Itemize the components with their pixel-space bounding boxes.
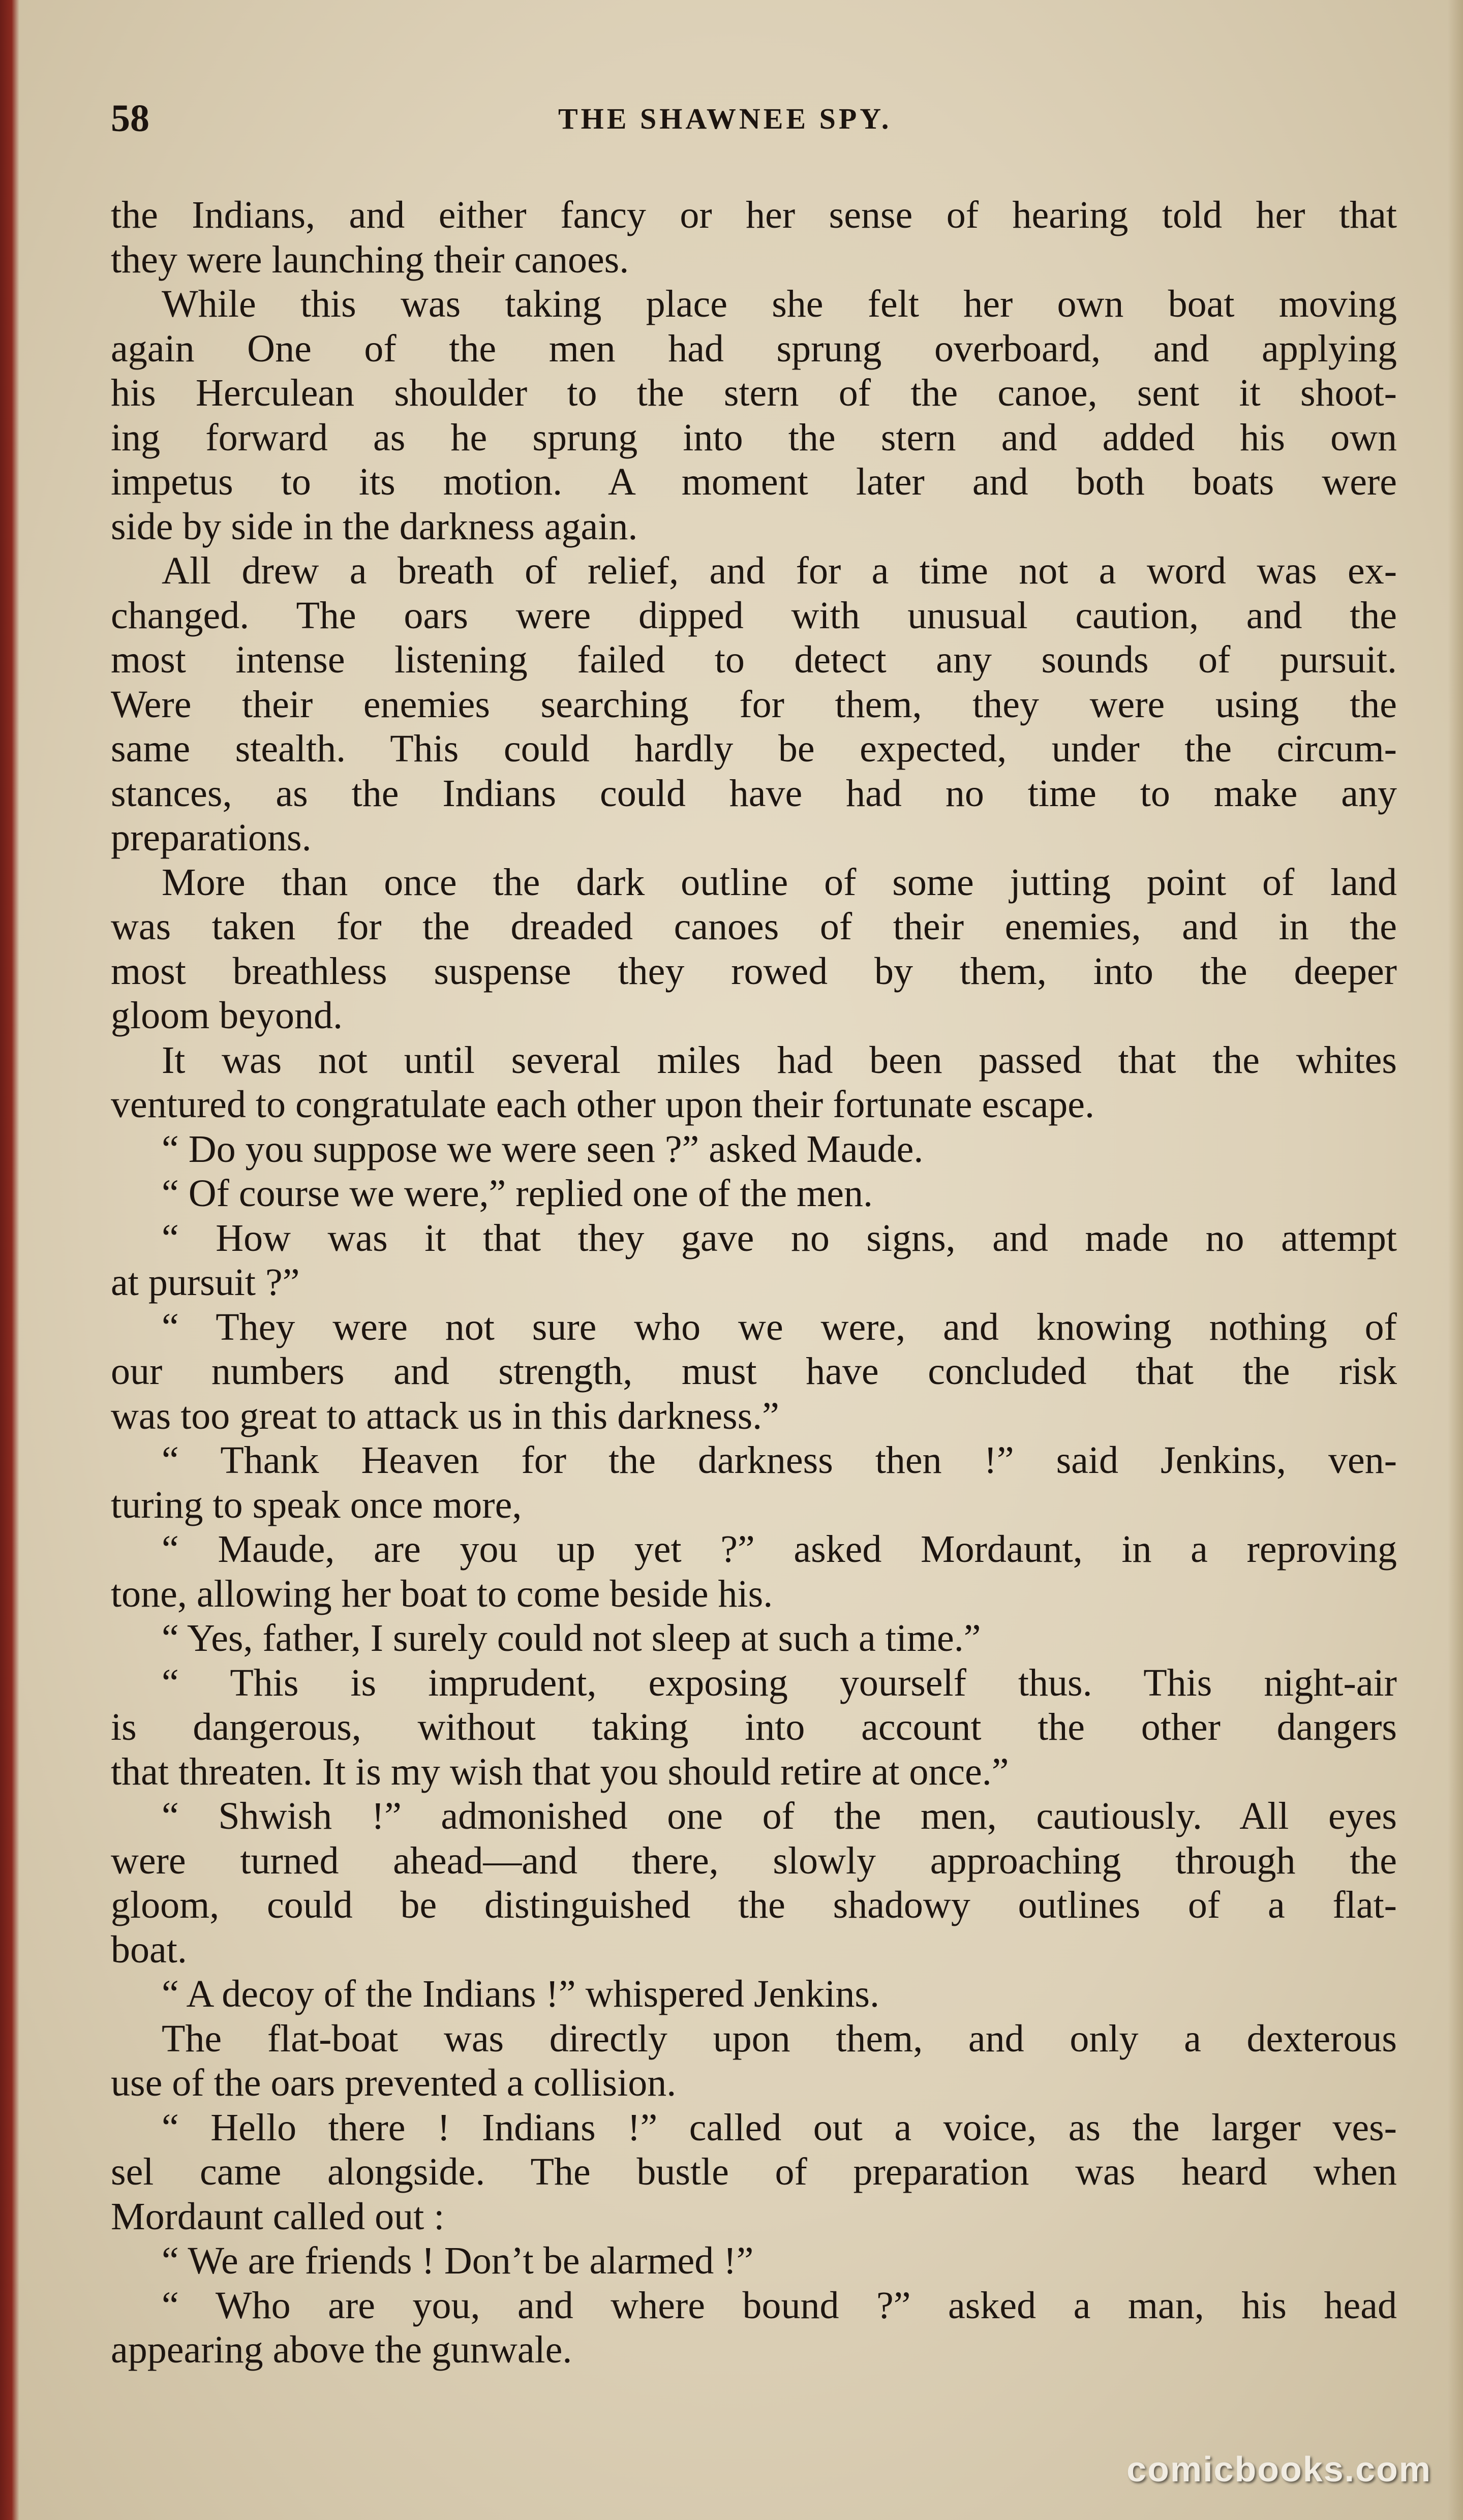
text-line: “ This is imprudent, exposing yourself thus. This night-air <box>162 1661 1397 1704</box>
text-line: “ Of course we were,” replied one of the men. <box>162 1172 873 1215</box>
text-line: were turned ahead—and there, slowly approaching through the <box>111 1839 1397 1882</box>
text-line: gloom beyond. <box>111 994 343 1037</box>
text-line: preparations. <box>111 816 312 859</box>
text-line: “ Maude, are you up yet ?” asked Mordaunt, in a reproving <box>162 1528 1397 1571</box>
text-line: they were launching their canoes. <box>111 238 629 281</box>
text-line: our numbers and strength, must have concluded that the risk <box>111 1350 1397 1393</box>
text-line: ventured to congratulate each other upon their fortunate escape. <box>111 1083 1095 1126</box>
text-line: that threaten. It is my wish that you should retire at once.” <box>111 1750 1009 1793</box>
text-line: sel came alongside. The bustle of preparation was heard when <box>111 2150 1397 2193</box>
text-line: “ Shwish !” admonished one of the men, cautiously. All eyes <box>162 1795 1397 1837</box>
text-line: gloom, could be distinguished the shadowy outlines of a flat- <box>111 1884 1397 1926</box>
text-line: use of the oars prevented a collision. <box>111 2062 677 2104</box>
text-line: his Herculean shoulder to the stern of the canoe, sent it shoot- <box>111 372 1397 414</box>
text-line: side by side in the darkness again. <box>111 505 638 548</box>
text-line: was too great to attack us in this darkness.” <box>111 1394 779 1437</box>
text-line: turing to speak once more, <box>111 1483 522 1526</box>
text-line: is dangerous, without taking into account the other dangers <box>111 1706 1397 1748</box>
text-line: Mordaunt called out : <box>111 2195 445 2238</box>
text-line: was taken for the dreaded canoes of their enemies, and in the <box>111 905 1397 948</box>
page-header <box>111 97 1392 142</box>
watermark: comicbooks.com <box>1126 2449 1431 2489</box>
text-line: “ Who are you, and where bound ?” asked a man, his head <box>162 2284 1397 2327</box>
text-line: changed. The oars were dipped with unusual caution, and the <box>111 594 1397 637</box>
running-title: THE SHAWNEE SPY. <box>558 102 892 135</box>
page-number: 58 <box>111 97 149 140</box>
text-line: ing forward as he sprung into the stern and added his own <box>111 416 1397 459</box>
body-text <box>111 193 1397 2373</box>
text-line: most breathless suspense they rowed by them, into the deeper <box>111 949 1397 993</box>
text-line: “ Do you suppose we were seen ?” asked Maude. <box>162 1127 924 1171</box>
text-line: “ Thank Heaven for the darkness then !” said Jenkins, ven- <box>162 1439 1397 1482</box>
text-line: at pursuit ?” <box>111 1261 300 1304</box>
text-line: “ How was it that they gave no signs, and made no attempt <box>162 1216 1397 1259</box>
text-line: “ Yes, father, I surely could not sleep at such a time.” <box>162 1617 981 1659</box>
text-line: “ They were not sure who we were, and knowing nothing of <box>162 1305 1397 1348</box>
text-line: All drew a breath of relief, and for a time not a word was ex- <box>162 549 1397 592</box>
text-line: “ We are friends ! Don’t be alarmed !” <box>162 2239 754 2282</box>
text-line: the Indians, and either fancy or her sense of hearing told her that <box>111 194 1397 236</box>
text-line: “ A decoy of the Indians !” whispered Jenkins. <box>162 1973 879 2015</box>
text-line: appearing above the gunwale. <box>111 2328 572 2371</box>
text-line: same stealth. This could hardly be expected, under the circum- <box>111 727 1397 770</box>
text-line: More than once the dark outline of some jutting point of land <box>162 861 1397 904</box>
text-line: boat. <box>111 1928 187 1971</box>
text-line: Were their enemies searching for them, they were using the <box>111 683 1397 726</box>
text-line: While this was taking place she felt her own boat moving <box>162 283 1397 325</box>
text-line: “ Hello there ! Indians !” called out a voice, as the larger ves- <box>162 2106 1397 2149</box>
text-line: The flat-boat was directly upon them, and only a dexterous <box>162 2017 1397 2060</box>
text-line: stances, as the Indians could have had no time to make any <box>111 772 1397 815</box>
text-line: most intense listening failed to detect any sounds of pursuit. <box>111 638 1397 681</box>
text-line: impetus to its motion. A moment later and both boats were <box>111 460 1397 503</box>
text-line: again One of the men had sprung overboard, and applying <box>111 327 1397 370</box>
text-line: tone, allowing her boat to come beside his. <box>111 1572 773 1615</box>
text-line: It was not until several miles had been passed that the whites <box>162 1038 1397 1082</box>
